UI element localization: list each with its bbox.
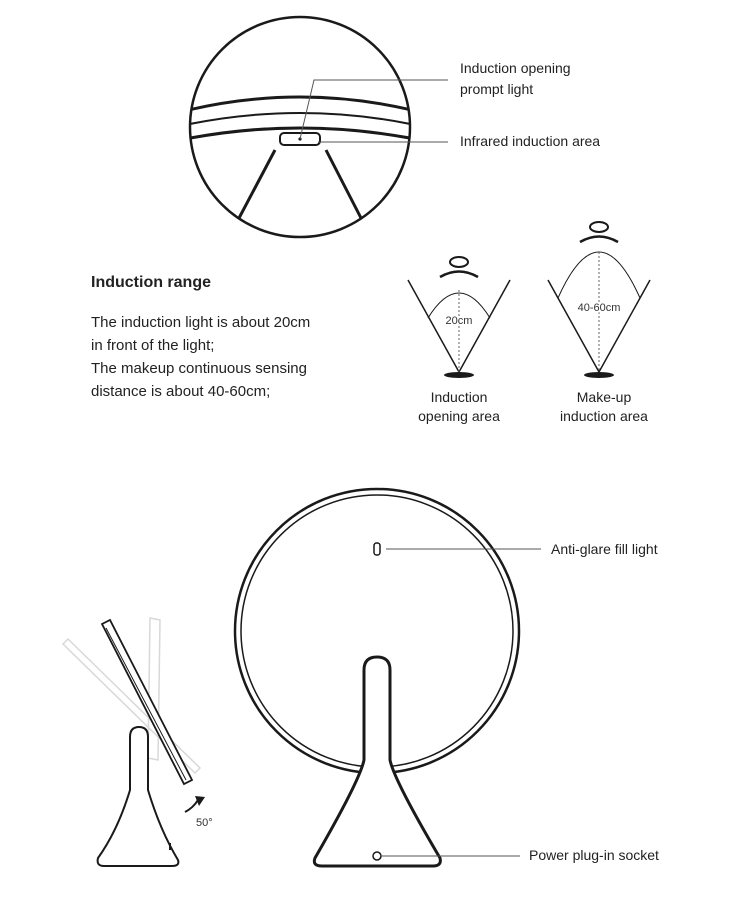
person-head-icon [440, 257, 478, 277]
induction-range-line: distance is about 40-60cm; [91, 383, 271, 400]
fill-light-label: Anti-glare fill light [551, 541, 658, 557]
person-head-icon [580, 222, 618, 242]
mirror-stand [314, 657, 440, 866]
induction-range-line: in front of the light; [91, 337, 215, 354]
cone-makeup [548, 222, 650, 378]
cone-makeup-caption [544, 388, 664, 426]
prompt-light-label-line1: Induction opening [460, 60, 571, 76]
power-socket-label: Power plug-in socket [529, 847, 659, 863]
induction-range-text [91, 311, 310, 403]
induction-range-heading: Induction range [91, 274, 211, 291]
cone-opening-distance: 20cm [445, 315, 473, 327]
caption-line: Induction [430, 389, 488, 405]
tilt-arrow-icon [185, 800, 198, 812]
fill-light-indicator [374, 543, 380, 555]
cone-opening-caption [404, 388, 514, 426]
tilt-angle: 50° [196, 817, 213, 829]
induction-range-line: The induction light is about 20cm [91, 314, 311, 331]
caption-line: opening area [418, 408, 500, 424]
mirror-front-view [235, 489, 519, 866]
caption-line: induction area [560, 408, 648, 424]
prompt-light-label [460, 58, 571, 100]
infrared-area-label: Infrared induction area [460, 133, 601, 149]
mirror-closeup [180, 17, 420, 237]
caption-line: Make-up [576, 389, 632, 405]
induction-range-line: The makeup continuous sensing [91, 360, 307, 377]
prompt-light-label-line2: prompt light [460, 81, 534, 97]
mirror-side-view [63, 618, 205, 866]
cone-makeup-distance: 40-60cm [577, 302, 621, 314]
